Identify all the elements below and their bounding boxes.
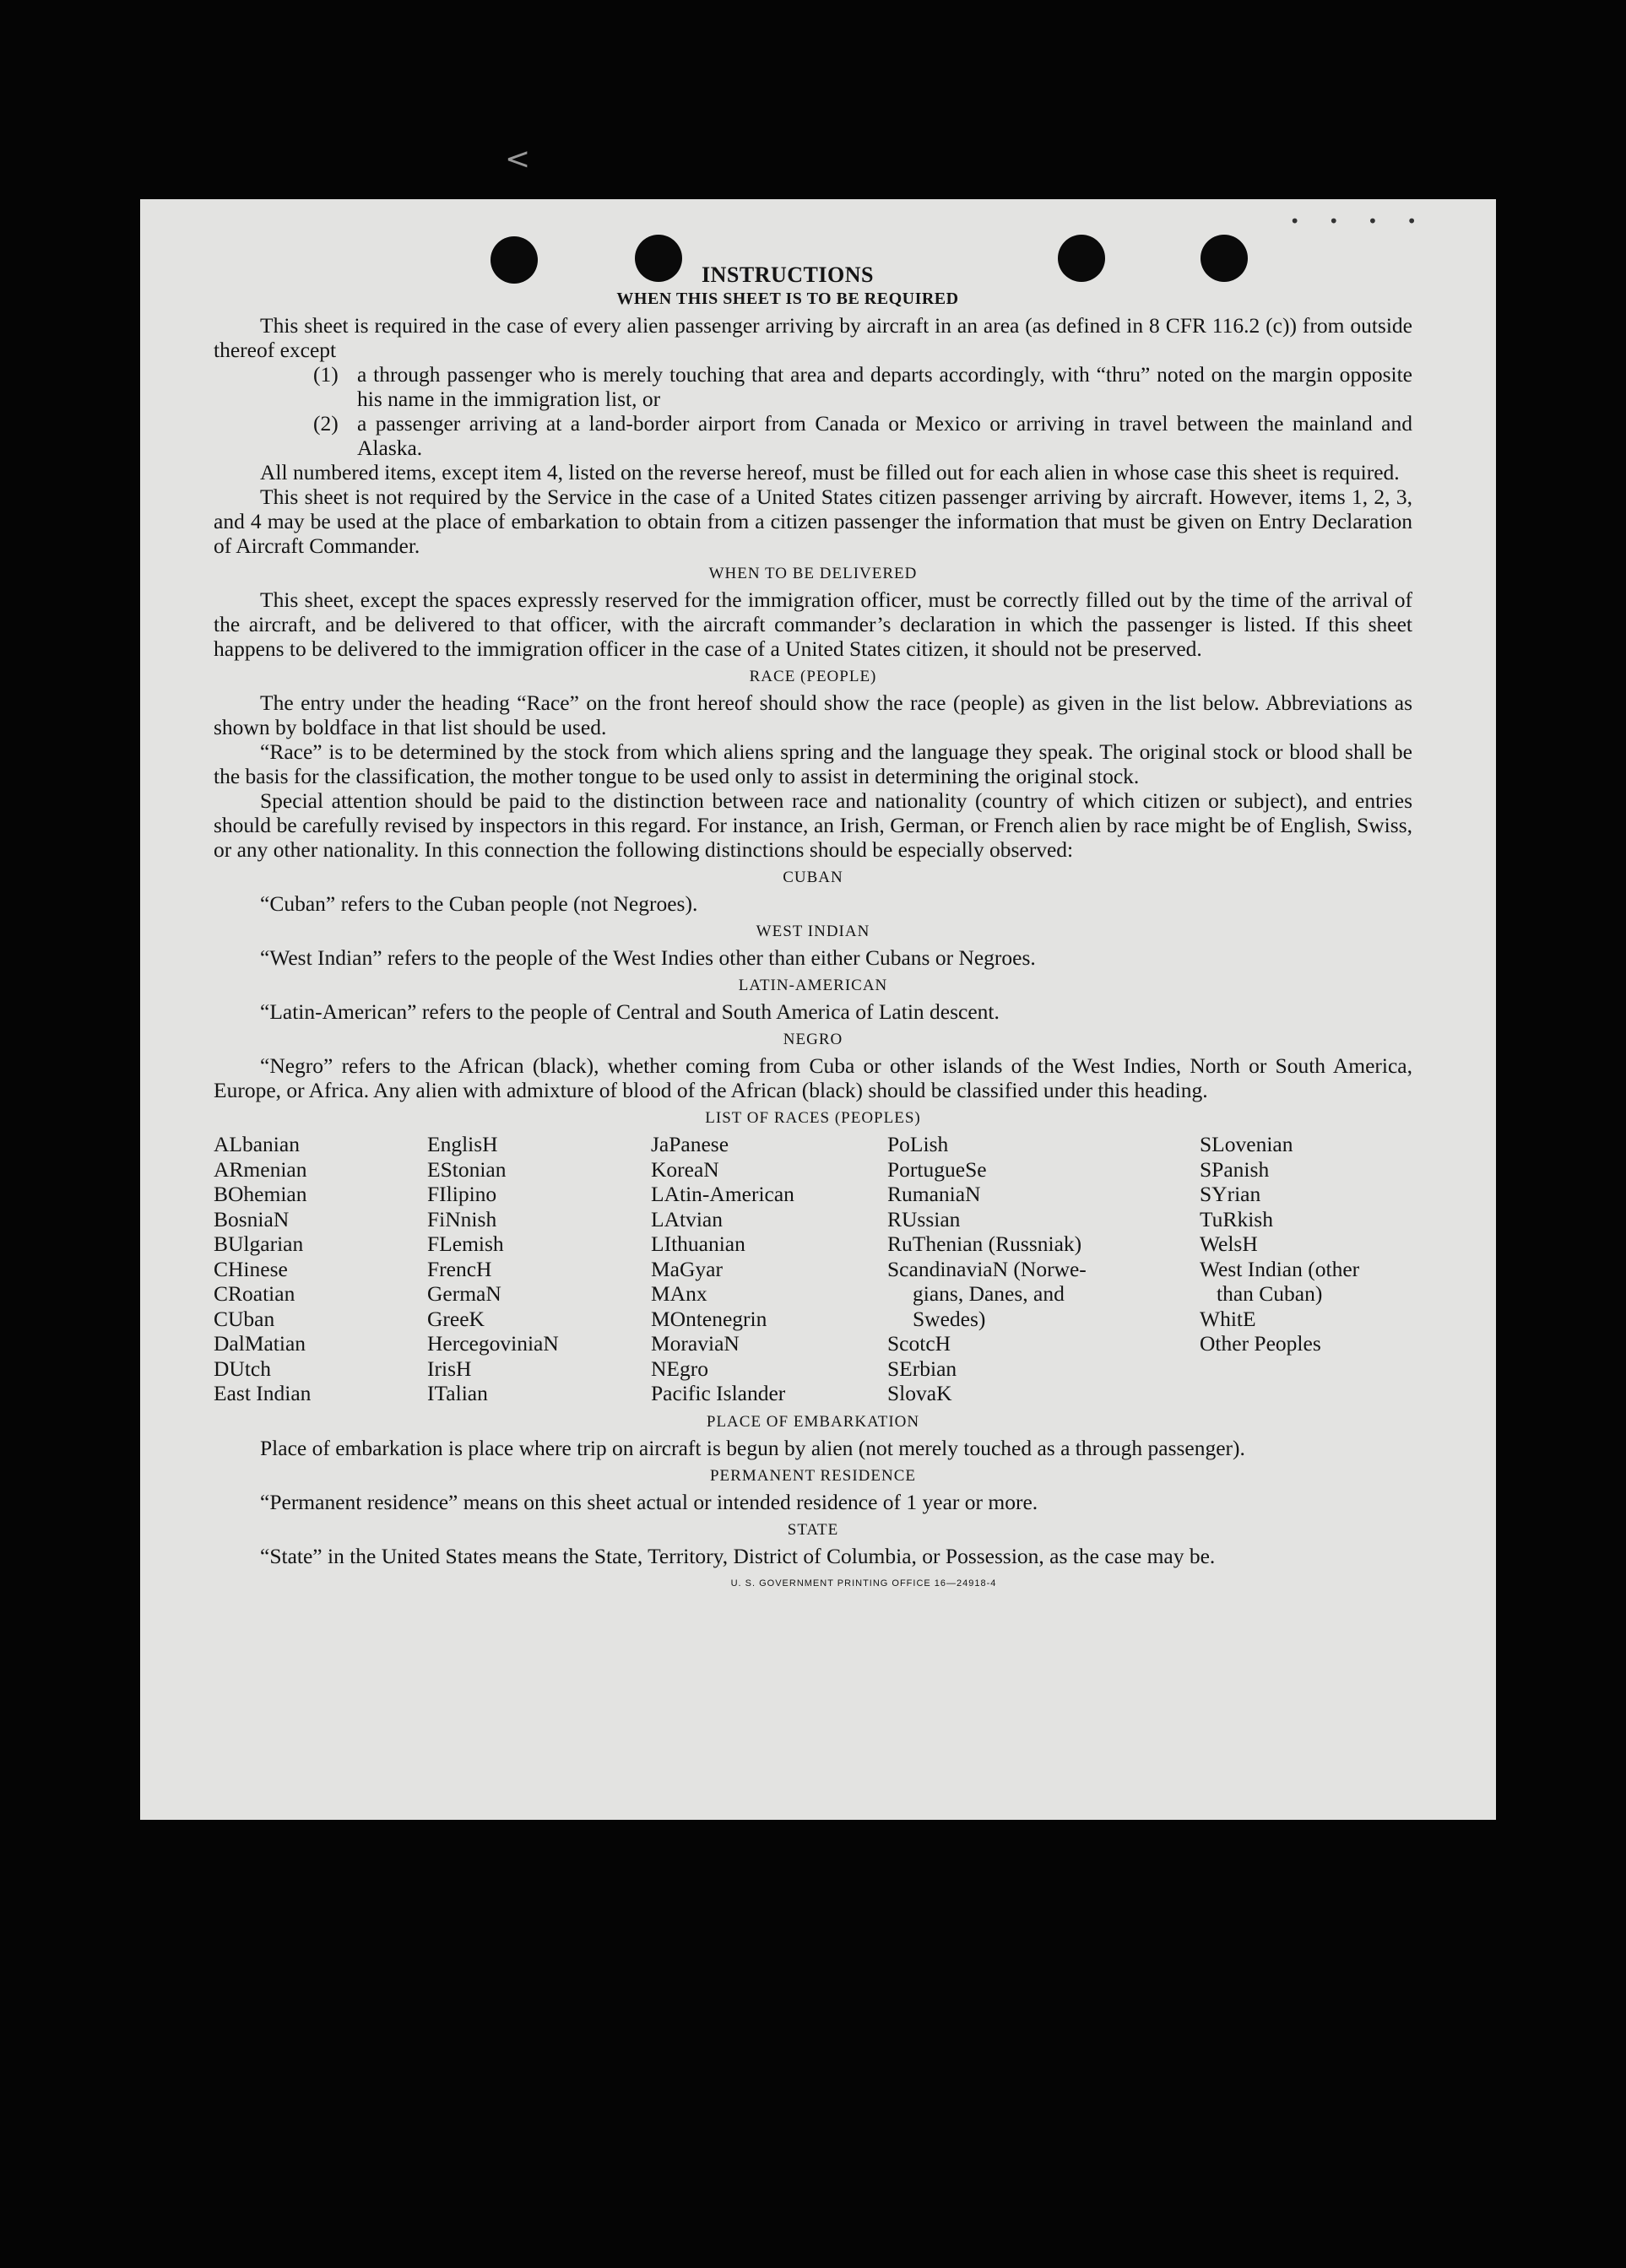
section-heading-embarkation: PLACE OF EMBARKATION [706, 1412, 920, 1431]
section-heading-required: WHEN THIS SHEET IS TO BE REQUIRED [616, 290, 959, 308]
latin-american-paragraph: “Latin-American” refers to the people of Central and South America of Latin descent. [260, 999, 1000, 1024]
race-entry: DUtch [214, 1356, 271, 1381]
race-entry: SLovenian [1200, 1132, 1293, 1156]
race-entry: RUssian [887, 1206, 961, 1231]
item-text: a passenger arriving at a land-border airport from Canada or Mexico or arriving in travel between the mainland and Alaska. [357, 411, 1412, 460]
section-heading-latin-american: LATIN-AMERICAN [738, 977, 888, 994]
race-entry: NEgro [651, 1356, 708, 1381]
section-heading-state: STATE [787, 1520, 839, 1539]
race-entry: Swedes) [913, 1306, 986, 1331]
embarkation-paragraph: Place of embarkation is place where trip on aircraft is begun by alien (not merely touched as a through passenger). [260, 1435, 1245, 1460]
race-paragraph: Special attention should be paid to the distinction between race and nationality (country of which citizen or subject), and entries should be carefully revised by inspectors in this regard. For instance, an Irish, German, or French alien by race might be of English, Swiss, or any other nationality. In this connection the following distinctions should be especially observed: [214, 788, 1412, 862]
scan-mark: < [505, 142, 531, 176]
race-entry: BUlgarian [214, 1231, 304, 1256]
exception-item [313, 362, 1412, 411]
race-entry: GreeK [427, 1306, 485, 1331]
race-entry: LAtin-American [651, 1182, 794, 1206]
race-entry: RuThenian (Russniak) [887, 1231, 1082, 1256]
race-entry: WelsH [1200, 1231, 1258, 1256]
residence-paragraph: “Permanent residence” means on this sheet actual or intended residence of 1 year or more. [260, 1489, 1038, 1514]
section-heading-races-list: LIST OF RACES (PEOPLES) [705, 1109, 921, 1127]
race-entry: SPanish [1200, 1156, 1270, 1182]
margin-dots: • • • • [1289, 211, 1428, 231]
race-entry: SErbian [887, 1356, 957, 1381]
race-entry: MOntenegrin [651, 1306, 767, 1331]
race-entry: KoreaN [651, 1156, 719, 1182]
race-entry: IrisH [427, 1356, 472, 1381]
races-column [1200, 1132, 1411, 1406]
race-entry: CRoatian [214, 1281, 295, 1306]
races-column [651, 1132, 887, 1406]
section-heading-residence: PERMANENT RESIDENCE [709, 1466, 917, 1485]
race-entry: BosniaN [214, 1206, 290, 1231]
race-entry: LIthuanian [651, 1231, 745, 1256]
race-entry: ARmenian [214, 1156, 307, 1182]
race-entry: Other Peoples [1200, 1331, 1321, 1356]
state-paragraph: “State” in the United States means the State, Territory, District of Columbia, or Possession, as the case may be. [260, 1543, 1216, 1568]
races-column [427, 1132, 651, 1406]
race-entry: Pacific Islander [651, 1381, 786, 1405]
instructions-text [214, 263, 1412, 1596]
race-entry: FiNnish [427, 1206, 497, 1231]
race-entry: SYrian [1200, 1182, 1261, 1206]
race-entry: FrencH [427, 1256, 492, 1281]
race-entry: FLemish [427, 1231, 504, 1256]
item-number: (2) [313, 411, 339, 436]
delivered-paragraph: This sheet, except the spaces expressly reserved for the immigration officer, must be correctly filled out by the time of the arrival of the aircraft, and be delivered to that officer, with the aircraft commander’s declaration in which the passenger is listed. If this sheet happens to be delivered to the immigration officer in the case of a United States citizen, it should not be preserved. [214, 587, 1412, 661]
race-entry: BOhemian [214, 1182, 307, 1206]
item-number: (1) [313, 362, 339, 387]
race-paragraph: The entry under the heading “Race” on the front hereof should show the race (people) as given in the list below. Abbreviations as shown by boldface in that list should be used. [214, 690, 1412, 739]
race-entry: CHinese [214, 1256, 288, 1281]
race-entry: West Indian (other [1200, 1256, 1360, 1281]
race-entry: GermaN [427, 1281, 501, 1306]
race-entry: LAtvian [651, 1206, 723, 1231]
race-entry: DalMatian [214, 1331, 306, 1356]
race-entry: JaPanese [651, 1132, 729, 1156]
race-entry: ScandinaviaN (Norwe- [887, 1256, 1087, 1281]
race-entry: TuRkish [1200, 1206, 1273, 1231]
required-intro: This sheet is required in the case of every alien passenger arriving by aircraft in an area (as defined in 8 CFR 116.2 (c)) from outside thereof except [214, 313, 1412, 362]
race-entry: East Indian [214, 1381, 312, 1405]
race-entry: MaGyar [651, 1256, 723, 1281]
citizen-paragraph: This sheet is not required by the Service in the case of a United States citizen passenger arriving by aircraft. However, items 1, 2, 3, and 4 may be used at the place of embarkation to obtain from a citizen passenger the information that must be given on Entry Declaration of Aircraft Commander. [214, 484, 1412, 558]
races-column [214, 1132, 427, 1406]
section-heading-cuban: CUBAN [783, 869, 843, 886]
race-entry: gians, Danes, and [913, 1281, 1065, 1306]
printing-office-imprint: U. S. GOVERNMENT PRINTING OFFICE 16—24918-4 [730, 1578, 997, 1589]
negro-paragraph: “Negro” refers to the African (black), whether coming from Cuba or other islands of the West Indies, North or South America, Europe, or Africa. Any alien with admixture of blood of the African (black) should be classified under this heading. [214, 1053, 1412, 1102]
race-entry: EStonian [427, 1156, 507, 1182]
race-entry: ITalian [427, 1381, 488, 1405]
section-heading-delivered: WHEN TO BE DELIVERED [708, 565, 918, 582]
race-entry: EnglisH [427, 1132, 498, 1156]
race-entry: PortugueSe [887, 1156, 987, 1182]
race-entry: ALbanian [214, 1132, 300, 1156]
exception-item [313, 411, 1412, 460]
race-entry: MoraviaN [651, 1331, 740, 1356]
race-entry: RumaniaN [887, 1182, 981, 1206]
section-heading-negro: NEGRO [783, 1031, 843, 1048]
race-entry: HercegoviniaN [427, 1331, 559, 1356]
race-entry: SlovaK [887, 1381, 952, 1405]
races-column [887, 1132, 1200, 1406]
race-paragraph: “Race” is to be determined by the stock from which aliens spring and the language they speak. The original stock or blood shall be the basis for the classification, the mother tongue to be used only to assist in determining the original stock. [214, 739, 1412, 788]
race-entry: CUban [214, 1306, 275, 1331]
section-heading-west-indian: WEST INDIAN [756, 923, 870, 940]
race-entry: PoLish [887, 1132, 949, 1156]
numbered-items-paragraph: All numbered items, except item 4, listed on the reverse hereof, must be filled out for each alien in whose case this sheet is required. [260, 460, 1400, 484]
item-text: a through passenger who is merely touching that area and departs accordingly, with “thru” noted on the margin opposite his name in the immigration list, or [357, 362, 1412, 411]
race-entry: FIlipino [427, 1182, 497, 1206]
section-heading-race: RACE (PEOPLE) [749, 668, 877, 685]
west-indian-paragraph: “West Indian” refers to the people of the West Indies other than either Cubans or Negroes. [260, 945, 1036, 970]
race-entry: MAnx [651, 1281, 707, 1306]
document-title: INSTRUCTIONS [702, 263, 874, 287]
race-entry: than Cuban) [1217, 1281, 1323, 1306]
race-entry: WhitE [1200, 1306, 1256, 1331]
cuban-paragraph: “Cuban” refers to the Cuban people (not Negroes). [260, 891, 698, 916]
race-entry: ScotcH [887, 1331, 951, 1356]
races-list [214, 1132, 1412, 1406]
document-sheet [140, 199, 1496, 1820]
